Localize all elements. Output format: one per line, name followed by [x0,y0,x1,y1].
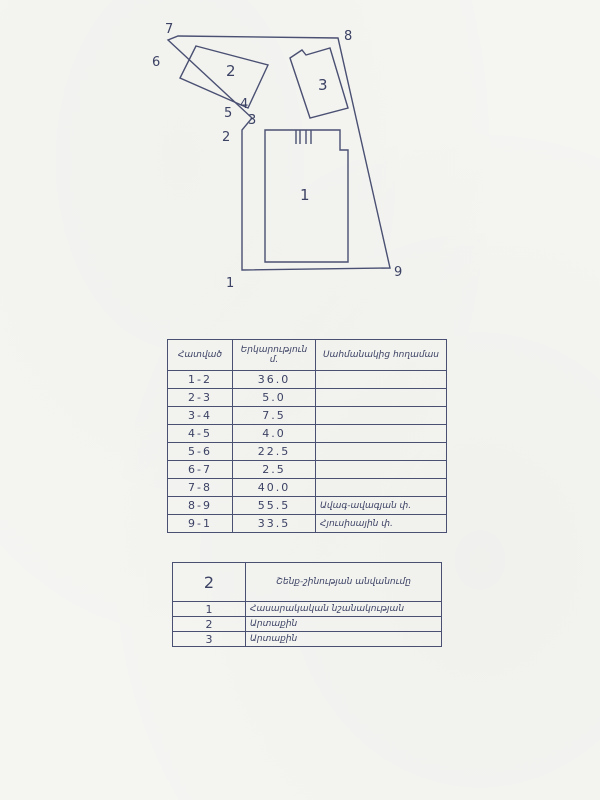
point-label-6: 6 [152,55,161,70]
point-label-1: 1 [226,276,235,291]
building-number-cell: 2 [173,617,246,632]
building-label-1: 1 [300,186,310,204]
segments-table [167,339,447,533]
point-label-8: 8 [344,29,353,44]
segment-cell: 9-1 [168,515,233,533]
neighbor-cell [316,407,447,425]
neighbor-cell [316,425,447,443]
length-cell: 40.0 [233,479,316,497]
building-number-cell: 1 [173,602,246,617]
neighbor-cell [316,461,447,479]
segment-cell: 3-4 [168,407,233,425]
point-label-2: 2 [222,130,231,145]
buildings-header-row [173,563,442,602]
length-cell: 4.0 [233,425,316,443]
table-row [168,443,447,461]
building-number-cell: 3 [173,632,246,647]
point-label-3: 3 [248,113,257,128]
length-cell: 22.5 [233,443,316,461]
buildings-header-title: Շենք-շինության անվանումը [246,563,442,602]
segment-cell: 2-3 [168,389,233,407]
table-row [168,371,447,389]
segment-cell: 8-9 [168,497,233,515]
point-label-4: 4 [240,97,249,112]
point-label-5: 5 [224,106,233,121]
segments-header-segment: Հատված [168,340,233,371]
neighbor-cell [316,479,447,497]
building-label-2: 2 [226,62,236,80]
building-1-entrance [296,130,311,144]
point-label-7: 7 [165,22,174,37]
site-plan [0,0,600,320]
neighbor-cell [316,443,447,461]
table-row [168,407,447,425]
length-cell: 36.0 [233,371,316,389]
segment-cell: 1-2 [168,371,233,389]
segment-cell: 6-7 [168,461,233,479]
segments-header-row [168,340,447,371]
building-name-cell: Հասարակական նշանակության [246,602,442,617]
buildings-table [172,562,442,647]
length-cell: 7.5 [233,407,316,425]
segment-cell: 5-6 [168,443,233,461]
table-row [168,389,447,407]
table-row [168,497,447,515]
neighbor-cell: Ավագ-ավագյան փ. [316,497,447,515]
segment-cell: 7-8 [168,479,233,497]
building-label-3: 3 [318,76,328,94]
table-row [173,617,442,632]
table-row [168,479,447,497]
neighbor-cell: Հյուսիսային փ. [316,515,447,533]
point-label-9: 9 [394,265,403,280]
building-name-cell: Արտաքին [246,632,442,647]
segments-header-length: Երկարություն մ. [233,340,316,371]
plot-boundary [168,36,390,270]
length-cell: 33.5 [233,515,316,533]
table-row [168,425,447,443]
segment-cell: 4-5 [168,425,233,443]
neighbor-cell [316,371,447,389]
buildings-header-number: 2 [173,563,246,602]
length-cell: 5.0 [233,389,316,407]
table-row [168,461,447,479]
table-row [173,602,442,617]
length-cell: 55.5 [233,497,316,515]
table-row [173,632,442,647]
building-name-cell: Արտաքին [246,617,442,632]
segments-header-neighbor: Սահմանակից հողամաս [316,340,447,371]
length-cell: 2.5 [233,461,316,479]
neighbor-cell [316,389,447,407]
building-2-outline [180,46,268,108]
table-row [168,515,447,533]
